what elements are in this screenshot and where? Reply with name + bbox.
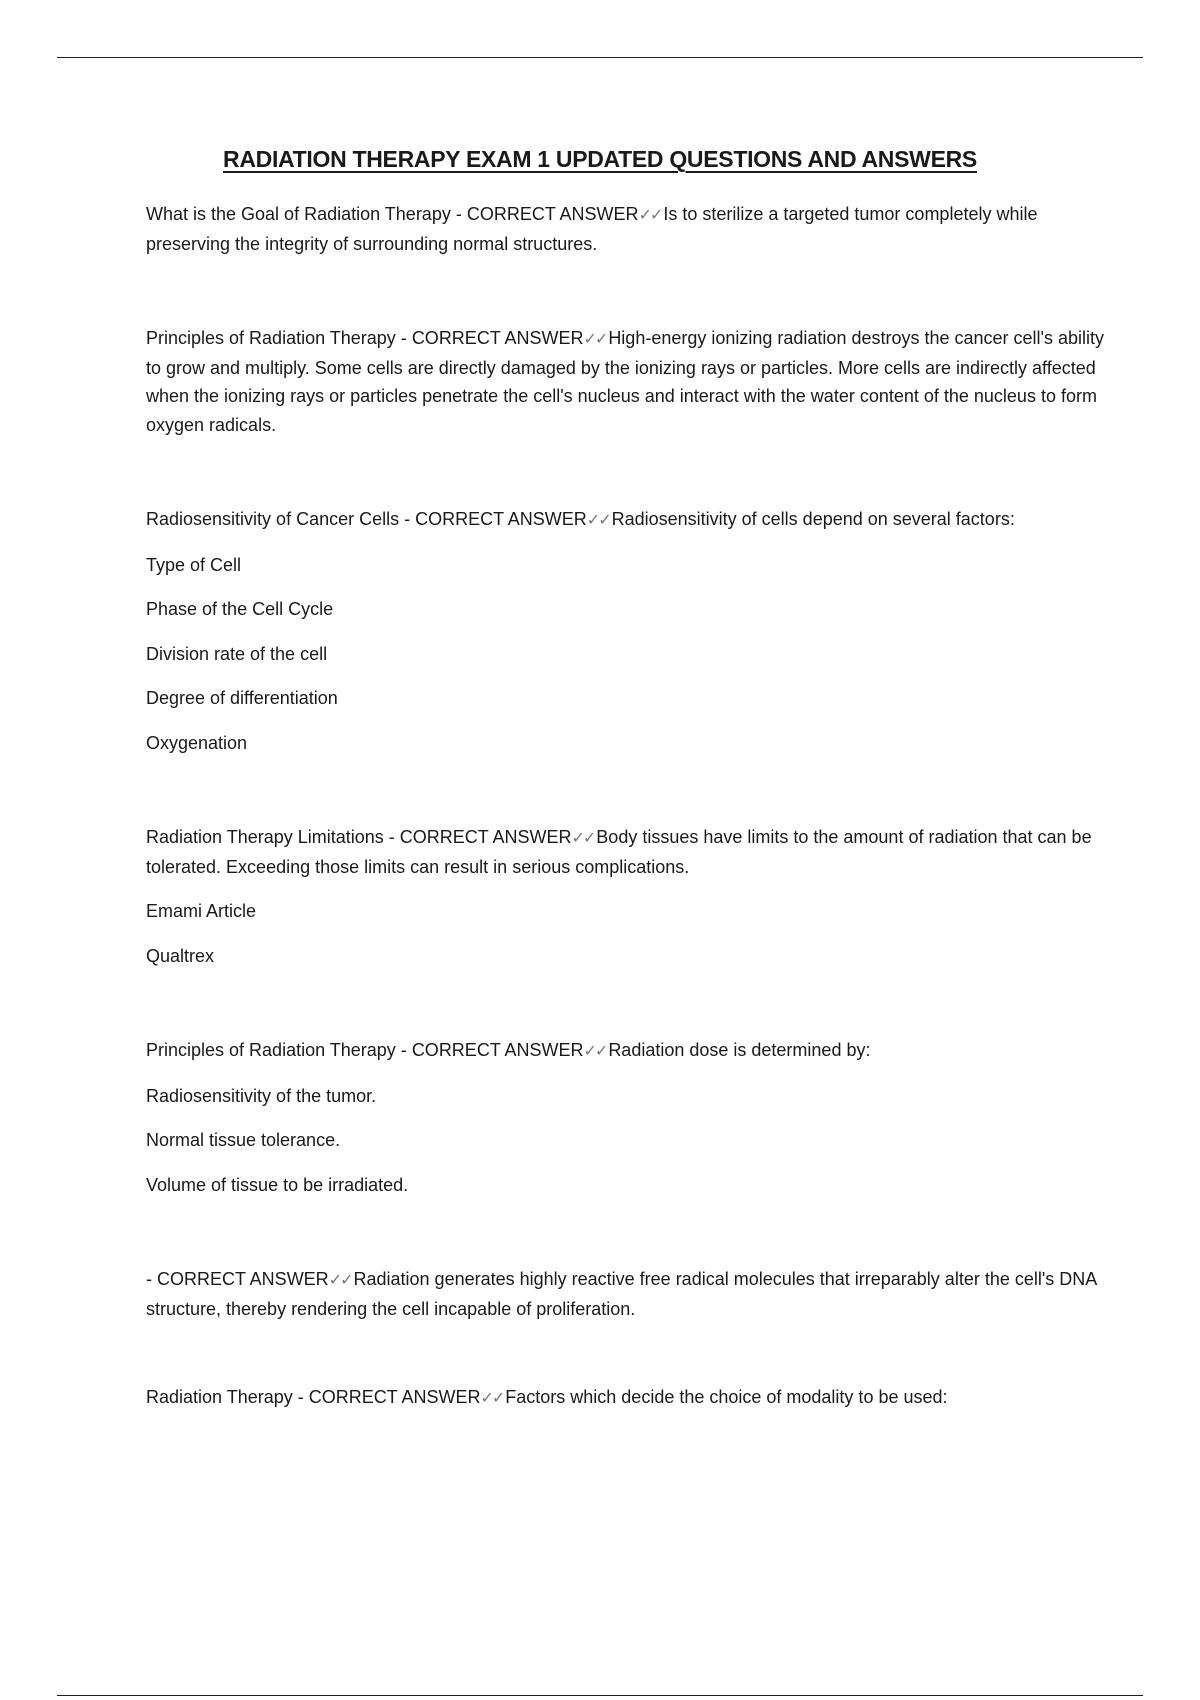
answer-marker: CORRECT ANSWER	[399, 827, 572, 847]
answer-marker: CORRECT ANSWER	[415, 509, 587, 529]
answer-text: Radiosensitivity of cells depend on several factors:	[611, 509, 1015, 529]
list-item: Type of Cell	[146, 554, 242, 575]
list-item: Oxygenation	[146, 732, 248, 753]
top-rule	[57, 57, 1143, 58]
qa-paragraph	[146, 1036, 1106, 1066]
document-title-text: RADIATION THERAPY EXAM 1 UPDATED QUESTIONS AND ANSWERS	[223, 146, 977, 172]
question-text: Radiation Therapy Limitations -	[146, 827, 400, 847]
answer-text: High-energy ionizing radiation destroys the cancer cell's ability to grow and multiply. Some cells are directly damaged by the ionizing rays or particles. More cells are indirectly affected when the ionizing rays or particles penetrate the cell's nucleus and interact with the water content of the nucleus to form oxygen radicals.	[146, 328, 1104, 435]
double-check-icon: ✓✓	[480, 1388, 504, 1407]
bottom-rule	[57, 1695, 1143, 1696]
answer-marker: CORRECT ANSWER	[411, 1040, 584, 1060]
answer-marker: CORRECT ANSWER	[157, 1269, 329, 1289]
qa-entry	[146, 505, 1106, 757]
list-item: Normal tissue tolerance.	[146, 1130, 341, 1150]
qa-entry	[146, 823, 1106, 970]
question-text: What is the Goal of Radiation Therapy -	[146, 204, 467, 224]
qa-entry	[146, 1265, 1106, 1323]
answer-text: Radiation dose is determined by:	[608, 1040, 871, 1060]
qa-paragraph	[146, 1265, 1106, 1323]
qa-list	[146, 200, 1106, 1413]
question-text: Radiation Therapy -	[146, 1387, 309, 1407]
answer-text: Factors which decide the choice of modality to be used:	[505, 1387, 948, 1407]
list-item: Degree of differentiation	[146, 688, 338, 708]
list-item: Volume of tissue to be irradiated.	[146, 1174, 409, 1195]
double-check-icon: ✓✓	[583, 329, 607, 348]
qa-entry	[146, 200, 1106, 258]
qa-entry	[146, 1383, 1106, 1413]
qa-paragraph	[146, 505, 1106, 535]
qa-entry	[146, 324, 1106, 439]
answer-marker: CORRECT ANSWER	[308, 1387, 481, 1407]
answer-text: Body tissues have limits to the amount of radiation that can be tolerated. Exceeding those limits can result in serious complications.	[146, 827, 1092, 877]
list-item: Division rate of the cell	[146, 643, 328, 664]
qa-paragraph	[146, 823, 1106, 881]
question-text: -	[146, 1269, 157, 1289]
question-text: Radiosensitivity of Cancer Cells -	[146, 509, 416, 529]
qa-paragraph	[146, 324, 1106, 439]
question-text: Principles of Radiation Therapy -	[146, 328, 412, 348]
list-item: Radiosensitivity of the tumor.	[146, 1085, 377, 1106]
answer-text: Is to sterilize a targeted tumor completely while preserving the integrity of surrounding normal structures.	[146, 204, 1038, 254]
qa-entry	[146, 1036, 1106, 1199]
double-check-icon: ✓✓	[638, 205, 662, 224]
answer-marker: CORRECT ANSWER	[466, 204, 639, 224]
list-item: Phase of the Cell Cycle	[146, 599, 334, 619]
double-check-icon: ✓✓	[571, 828, 595, 847]
double-check-icon: ✓✓	[586, 510, 610, 529]
double-check-icon: ✓✓	[583, 1041, 607, 1060]
qa-paragraph	[146, 200, 1106, 258]
answer-text: Radiation generates highly reactive free radical molecules that irreparably alter the cell's DNA structure, thereby rendering the cell incapable of proliferation.	[146, 1269, 1097, 1319]
list-item: Qualtrex	[146, 945, 215, 966]
answer-marker: CORRECT ANSWER	[411, 328, 584, 348]
list-item: Emami Article	[146, 901, 257, 921]
double-check-icon: ✓✓	[328, 1270, 352, 1289]
question-text: Principles of Radiation Therapy -	[146, 1040, 412, 1060]
qa-paragraph	[146, 1383, 1106, 1413]
document-title	[57, 146, 1143, 173]
